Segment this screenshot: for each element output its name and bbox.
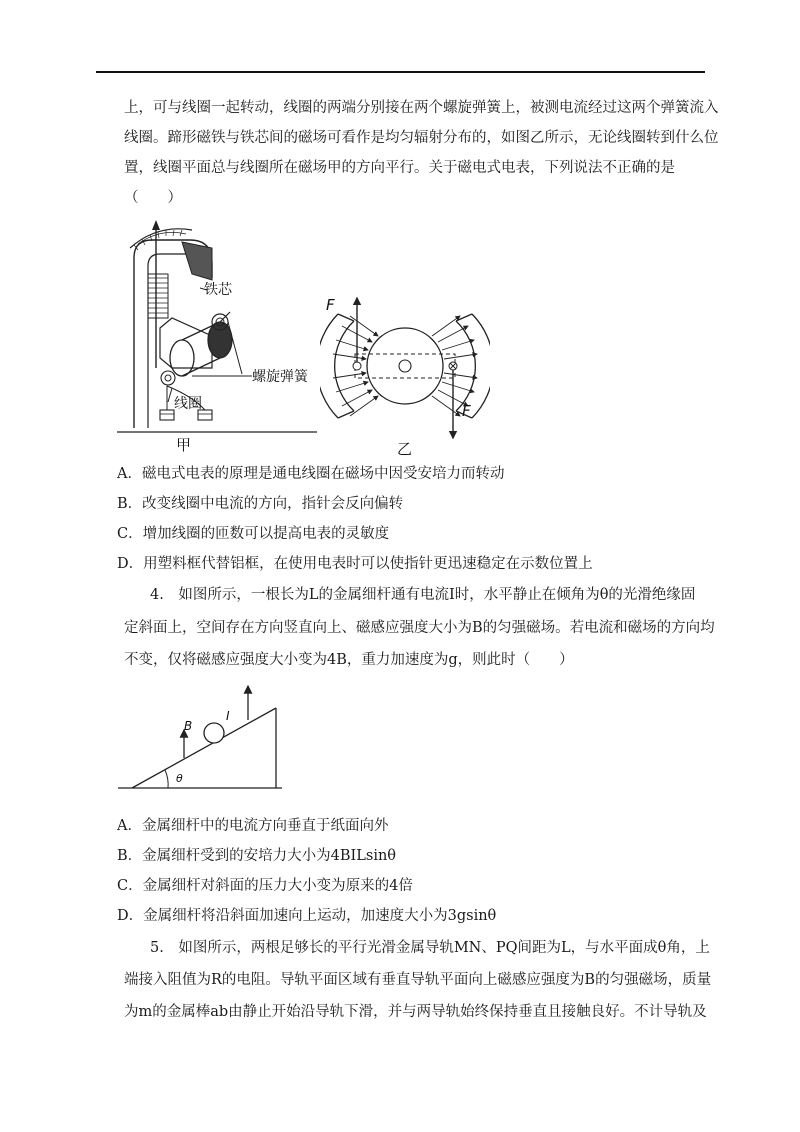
q4-option-c: C．金属细杆对斜面的压力大小变为原来的4倍 [117, 878, 413, 894]
q3-answer-blank: （ ） [124, 190, 182, 206]
q4-text-line-1: 4. 如图所示，一根长为L的金属细杆通有电流I时，水平静止在倾角为θ的光滑绝缘固 [150, 587, 696, 603]
q3-text-line-2: 线圈。蹄形磁铁与铁芯间的磁场可看作是均匀辐射分布的，如图乙所示，无论线圈转到什么位 [124, 130, 719, 146]
figure-yi [320, 286, 490, 466]
label-spiral-spring: 螺旋弹簧 [252, 369, 308, 385]
q3-text-line-3: 置，线圈平面总与线圈所在磁场甲的方向平行。关于磁电式电表，下列说法不正确的是 [124, 160, 675, 176]
q3-text-line-1: 上，可与线圈一起转动，线圈的两端分别接在两个螺旋弹簧上，被测电流经过这两个弹簧流入 [124, 100, 719, 116]
label-current: I [226, 709, 230, 723]
label-coil: 线圈 [174, 396, 202, 412]
label-b-field: B [184, 719, 193, 733]
q3-option-a: A．磁电式电表的原理是通电线圈在磁场中因受安培力而转动 [117, 466, 505, 482]
q4-option-d: D．金属细杆将沿斜面加速向上运动，加速度大小为3gsinθ [117, 908, 497, 924]
q5-text-line-3: 为m的金属棒ab由静止开始沿导轨下滑，并与两导轨始终保持垂直且接触良好。不计导轨及 [124, 1004, 707, 1020]
figure-jia [112, 218, 332, 458]
q4-option-a: A．金属细杆中的电流方向垂直于纸面向外 [117, 818, 389, 834]
q5-text-line-1: 5. 如图所示，两根足够长的平行光滑金属导轨MN、PQ间距为L，与水平面成θ角，上 [150, 940, 710, 956]
label-theta: θ [176, 772, 183, 785]
q4-option-b: B．金属细杆受到的安培力大小为4BILsinθ [117, 848, 397, 864]
q3-option-d: D．用塑料框代替铝框，在使用电表时可以使指针更迅速稳定在示数位置上 [117, 556, 593, 572]
q3-option-c: C．增加线圈的匝数可以提高电表的灵敏度 [117, 526, 390, 542]
force-label-top: F [326, 296, 335, 314]
q3-option-b: B．改变线圈中电流的方向，指针会反向偏转 [117, 496, 404, 512]
q4-text-line-2: 定斜面上，空间存在方向竖直向上、磁感应强度大小为B的匀强磁场。若电流和磁场的方向均 [124, 620, 715, 636]
force-label-bottom: F [462, 402, 471, 420]
figure-incline [110, 680, 300, 795]
q5-text-line-2: 端接入阻值为R的电阻。导轨平面区域有垂直导轨平面向上磁感应强度为B的匀强磁场，质量 [124, 972, 712, 988]
figure-yi-caption: 乙 [397, 440, 413, 458]
header-rule [96, 71, 705, 73]
q4-text-line-3: 不变，仅将磁感应强度大小变为4B，重力加速度为g，则此时（ ） [124, 652, 574, 668]
figure-jia-caption: 甲 [176, 436, 192, 454]
label-iron-core: 铁芯 [204, 282, 232, 298]
